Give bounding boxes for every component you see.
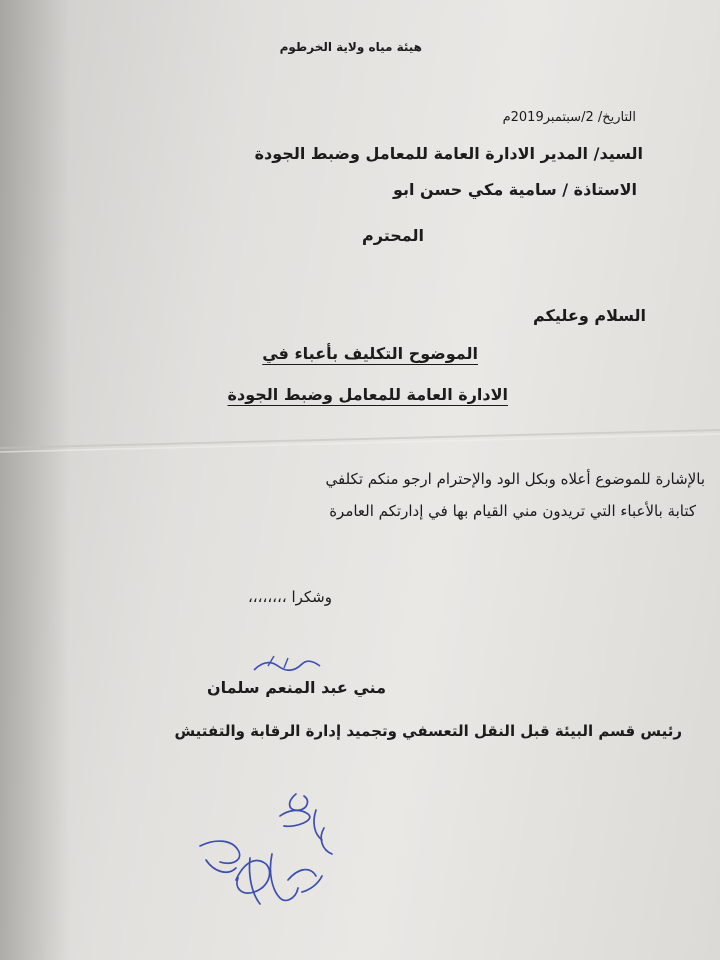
body-line-2: كتابة بالأعباء التي تريدون مني القيام بها في إدارتكم العامرة	[329, 502, 696, 520]
subject-line-2: الادارة العامة للمعامل وضبط الجودة	[227, 385, 508, 404]
signer-title: رئيس قسم البيئة قبل النقل التعسفي وتجميد إدارة الرقابة والتفتيش	[174, 722, 682, 740]
honorific: المحترم	[362, 226, 424, 245]
letter-date: التاريخ/ 2/سبتمبر2019م	[502, 110, 636, 125]
body-line-1: بالإشارة للموضوع أعلاه وبكل الود والإحترام ارجو منكم تكلفي	[325, 470, 705, 488]
closing: وشكرا ،،،،،،،،	[247, 588, 332, 606]
handwritten-annotation	[176, 780, 356, 920]
signature-mark	[248, 652, 328, 676]
greeting: السلام وعليكم	[532, 306, 646, 325]
organization-header: هيئة مياه ولاية الخرطوم	[279, 40, 422, 54]
recipient-line-2: الاستاذة / سامية مكي حسن ابو	[392, 180, 637, 199]
subject-line-1: الموضوح التكليف بأعباء في	[262, 344, 478, 363]
signer-name: مني عبد المنعم سلمان	[206, 678, 386, 697]
recipient-line-1: السيد/ المدير الادارة العامة للمعامل وضبط الجودة	[254, 144, 643, 163]
